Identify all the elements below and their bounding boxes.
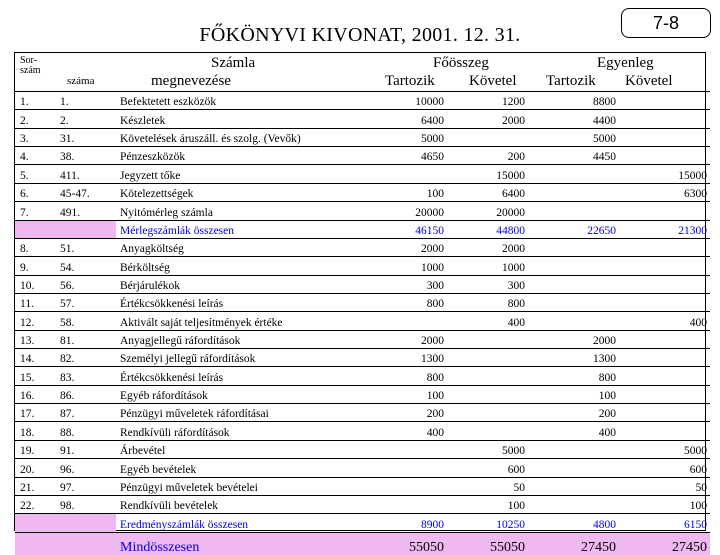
account-name: Mindösszesen <box>116 532 368 555</box>
egyenleg-kovetel <box>619 404 710 422</box>
account-number: 98. <box>58 495 116 513</box>
foosszeg-tartozik <box>368 312 449 330</box>
table-row <box>15 422 710 440</box>
egyenleg-tartozik <box>528 165 619 183</box>
foosszeg-kovetel: 5000 <box>449 440 528 458</box>
account-name: Anyagjellegű ráfordítások <box>116 330 368 348</box>
foosszeg-tartozik: 1300 <box>368 349 449 367</box>
egyenleg-tartozik: 27450 <box>528 532 619 555</box>
subtotal-row <box>15 514 710 532</box>
table-row <box>15 92 710 110</box>
table-row <box>15 183 710 201</box>
foosszeg-kovetel <box>449 385 528 403</box>
foosszeg-kovetel: 200 <box>449 147 528 165</box>
account-number: 1. <box>58 92 116 110</box>
account-number: 97. <box>58 477 116 495</box>
account-number: 51. <box>58 238 116 256</box>
foosszeg-tartozik <box>368 165 449 183</box>
egyenleg-tartozik <box>528 202 619 220</box>
egyenleg-tartozik: 5000 <box>528 128 619 146</box>
table-row <box>15 202 710 220</box>
egyenleg-tartozik <box>528 459 619 477</box>
account-name: Egyéb bevételek <box>116 459 368 477</box>
foosszeg-kovetel <box>449 330 528 348</box>
account-name: Befektetett eszközök <box>116 92 368 110</box>
account-number: 491. <box>58 202 116 220</box>
egyenleg-kovetel: 5000 <box>619 440 710 458</box>
egyenleg-kovetel: 6300 <box>619 183 710 201</box>
egyenleg-kovetel <box>619 128 710 146</box>
foosszeg-kovetel: 1000 <box>449 257 528 275</box>
egyenleg-kovetel: 15000 <box>619 165 710 183</box>
foosszeg-kovetel: 100 <box>449 495 528 513</box>
foosszeg-tartozik: 6400 <box>368 110 449 128</box>
account-name: Értékcsökkenési leírás <box>116 293 368 311</box>
egyenleg-tartozik <box>528 477 619 495</box>
header-foosszeg-kovetel: Követel <box>469 73 517 89</box>
egyenleg-kovetel <box>619 385 710 403</box>
foosszeg-tartozik: 2000 <box>368 238 449 256</box>
egyenleg-kovetel <box>619 147 710 165</box>
account-name: Bérjárulékok <box>116 275 368 293</box>
foosszeg-tartozik <box>368 477 449 495</box>
foosszeg-kovetel: 10250 <box>449 514 528 532</box>
egyenleg-tartozik <box>528 440 619 458</box>
account-name: Mérlegszámlák összesen <box>116 220 368 238</box>
egyenleg-tartozik <box>528 257 619 275</box>
egyenleg-tartozik <box>528 275 619 293</box>
egyenleg-tartozik: 400 <box>528 422 619 440</box>
foosszeg-tartozik <box>368 459 449 477</box>
account-name: Aktivált saját teljesítmények értéke <box>116 312 368 330</box>
row-number: 4. <box>15 147 58 165</box>
row-number: 5. <box>15 165 58 183</box>
table-row <box>15 147 710 165</box>
row-number: 2. <box>15 110 58 128</box>
egyenleg-kovetel <box>619 422 710 440</box>
egyenleg-kovetel <box>619 92 710 110</box>
foosszeg-kovetel: 300 <box>449 275 528 293</box>
egyenleg-kovetel: 50 <box>619 477 710 495</box>
egyenleg-kovetel <box>619 275 710 293</box>
egyenleg-tartozik: 200 <box>528 404 619 422</box>
account-number: 83. <box>58 367 116 385</box>
egyenleg-kovetel <box>619 202 710 220</box>
foosszeg-kovetel: 400 <box>449 312 528 330</box>
account-name: Árbevétel <box>116 440 368 458</box>
egyenleg-kovetel <box>619 257 710 275</box>
foosszeg-kovetel: 600 <box>449 459 528 477</box>
row-number: 12. <box>15 312 58 330</box>
table-row <box>15 275 710 293</box>
row-number: 3. <box>15 128 58 146</box>
account-number: 86. <box>58 385 116 403</box>
row-number: 21. <box>15 477 58 495</box>
row-number <box>15 532 58 555</box>
foosszeg-kovetel <box>449 422 528 440</box>
table-row <box>15 440 710 458</box>
egyenleg-kovetel: 600 <box>619 459 710 477</box>
foosszeg-kovetel <box>449 367 528 385</box>
row-number: 10. <box>15 275 58 293</box>
egyenleg-kovetel: 21300 <box>619 220 710 238</box>
account-number: 82. <box>58 349 116 367</box>
foosszeg-tartozik: 1000 <box>368 257 449 275</box>
foosszeg-kovetel <box>449 404 528 422</box>
foosszeg-tartozik: 400 <box>368 422 449 440</box>
account-number: 56. <box>58 275 116 293</box>
account-name: Rendkívüli ráfordítások <box>116 422 368 440</box>
grand-total-row <box>15 532 710 555</box>
ledger-sheet <box>14 52 707 555</box>
egyenleg-kovetel: 27450 <box>619 532 710 555</box>
account-name: Készletek <box>116 110 368 128</box>
account-number: 58. <box>58 312 116 330</box>
table-row <box>15 385 710 403</box>
egyenleg-tartozik: 8800 <box>528 92 619 110</box>
table-row <box>15 257 710 275</box>
foosszeg-tartozik: 5000 <box>368 128 449 146</box>
header-szama: száma <box>67 75 95 87</box>
foosszeg-tartozik: 20000 <box>368 202 449 220</box>
slide-number-badge: 7-8 <box>621 8 711 38</box>
table-row <box>15 349 710 367</box>
row-number: 9. <box>15 257 58 275</box>
foosszeg-tartozik: 8900 <box>368 514 449 532</box>
account-name: Pénzeszközök <box>116 147 368 165</box>
egyenleg-kovetel <box>619 349 710 367</box>
row-number: 20. <box>15 459 58 477</box>
header-egyenleg-kovetel: Követel <box>625 73 673 89</box>
account-number <box>58 220 116 238</box>
account-name: Követelések áruszáll. és szolg. (Vevők) <box>116 128 368 146</box>
foosszeg-kovetel <box>449 349 528 367</box>
header-szamla: Számla <box>211 55 256 71</box>
foosszeg-kovetel: 1200 <box>449 92 528 110</box>
foosszeg-kovetel: 800 <box>449 293 528 311</box>
account-number <box>58 532 116 555</box>
table-row <box>15 128 710 146</box>
account-name: Anyagköltség <box>116 238 368 256</box>
egyenleg-tartozik: 4400 <box>528 110 619 128</box>
foosszeg-tartozik <box>368 440 449 458</box>
egyenleg-tartozik <box>528 238 619 256</box>
egyenleg-tartozik: 100 <box>528 385 619 403</box>
egyenleg-kovetel <box>619 110 710 128</box>
table-row <box>15 330 710 348</box>
foosszeg-kovetel: 2000 <box>449 110 528 128</box>
header-foosszeg-tartozik: Tartozik <box>385 73 435 89</box>
account-number <box>58 514 116 532</box>
account-name: Kötelezettségek <box>116 183 368 201</box>
account-number: 38. <box>58 147 116 165</box>
account-number: 2. <box>58 110 116 128</box>
row-number: 18. <box>15 422 58 440</box>
foosszeg-tartozik: 800 <box>368 293 449 311</box>
foosszeg-tartozik: 2000 <box>368 330 449 348</box>
account-number: 91. <box>58 440 116 458</box>
row-number: 19. <box>15 440 58 458</box>
foosszeg-kovetel: 6400 <box>449 183 528 201</box>
foosszeg-kovetel: 55050 <box>449 532 528 555</box>
row-number: 7. <box>15 202 58 220</box>
row-number: 8. <box>15 238 58 256</box>
table-row <box>15 312 710 330</box>
account-name: Nyitómérleg számla <box>116 202 368 220</box>
foosszeg-kovetel <box>449 128 528 146</box>
foosszeg-kovetel: 44800 <box>449 220 528 238</box>
account-name: Pénzügyi műveletek ráfordításai <box>116 404 368 422</box>
table-row <box>15 495 710 513</box>
egyenleg-tartozik <box>528 495 619 513</box>
table-row <box>15 293 710 311</box>
account-number: 96. <box>58 459 116 477</box>
egyenleg-kovetel: 6150 <box>619 514 710 532</box>
header-foosszeg: Főösszeg <box>433 55 489 71</box>
account-name: Egyéb ráfordítások <box>116 385 368 403</box>
row-number: 17. <box>15 404 58 422</box>
ledger-table <box>15 91 710 555</box>
row-number <box>15 514 58 532</box>
row-number: 15. <box>15 367 58 385</box>
account-name: Eredményszámlák összesen <box>116 514 368 532</box>
account-number: 31. <box>58 128 116 146</box>
egyenleg-tartozik: 22650 <box>528 220 619 238</box>
table-row <box>15 165 710 183</box>
row-number: 11. <box>15 293 58 311</box>
header-megnevezese: megnevezése <box>151 73 231 89</box>
foosszeg-tartozik: 46150 <box>368 220 449 238</box>
account-name: Bérköltség <box>116 257 368 275</box>
egyenleg-kovetel: 400 <box>619 312 710 330</box>
table-row <box>15 110 710 128</box>
foosszeg-kovetel: 50 <box>449 477 528 495</box>
row-number: 16. <box>15 385 58 403</box>
account-name: Jegyzett tőke <box>116 165 368 183</box>
subtotal-row <box>15 220 710 238</box>
foosszeg-tartozik: 4650 <box>368 147 449 165</box>
foosszeg-tartozik: 100 <box>368 385 449 403</box>
foosszeg-tartozik <box>368 495 449 513</box>
row-number: 14. <box>15 349 58 367</box>
row-number: 13. <box>15 330 58 348</box>
account-name: Rendkívüli bevételek <box>116 495 368 513</box>
account-number: 81. <box>58 330 116 348</box>
account-number: 411. <box>58 165 116 183</box>
row-number <box>15 220 58 238</box>
foosszeg-kovetel: 15000 <box>449 165 528 183</box>
header-egyenleg-tartozik: Tartozik <box>546 73 596 89</box>
foosszeg-tartozik: 100 <box>368 183 449 201</box>
foosszeg-tartozik: 55050 <box>368 532 449 555</box>
account-number: 87. <box>58 404 116 422</box>
row-number: 22. <box>15 495 58 513</box>
account-name: Személyi jellegű ráfordítások <box>116 349 368 367</box>
egyenleg-tartozik: 2000 <box>528 330 619 348</box>
foosszeg-kovetel: 2000 <box>449 238 528 256</box>
account-number: 45-47. <box>58 183 116 201</box>
egyenleg-kovetel <box>619 367 710 385</box>
egyenleg-tartozik <box>528 293 619 311</box>
header-egyenleg: Egyenleg <box>597 55 654 71</box>
table-row <box>15 238 710 256</box>
table-row <box>15 367 710 385</box>
egyenleg-tartozik <box>528 312 619 330</box>
account-number: 88. <box>58 422 116 440</box>
foosszeg-tartozik: 200 <box>368 404 449 422</box>
header-sorszam: Sor-szám <box>20 55 41 76</box>
egyenleg-tartozik: 4800 <box>528 514 619 532</box>
egyenleg-tartozik <box>528 183 619 201</box>
table-row <box>15 404 710 422</box>
table-row <box>15 477 710 495</box>
account-name: Pénzügyi műveletek bevételei <box>116 477 368 495</box>
account-number: 57. <box>58 293 116 311</box>
foosszeg-tartozik: 10000 <box>368 92 449 110</box>
egyenleg-tartozik: 1300 <box>528 349 619 367</box>
page-title: FŐKÖNYVI KIVONAT, 2001. 12. 31. <box>199 24 521 46</box>
account-name: Értékcsökkenési leírás <box>116 367 368 385</box>
account-number: 54. <box>58 257 116 275</box>
egyenleg-tartozik: 800 <box>528 367 619 385</box>
foosszeg-tartozik: 800 <box>368 367 449 385</box>
egyenleg-tartozik: 4450 <box>528 147 619 165</box>
egyenleg-kovetel <box>619 238 710 256</box>
egyenleg-kovetel: 100 <box>619 495 710 513</box>
table-row <box>15 459 710 477</box>
egyenleg-kovetel <box>619 293 710 311</box>
row-number: 1. <box>15 92 58 110</box>
egyenleg-kovetel <box>619 330 710 348</box>
foosszeg-kovetel: 20000 <box>449 202 528 220</box>
foosszeg-tartozik: 300 <box>368 275 449 293</box>
row-number: 6. <box>15 183 58 201</box>
